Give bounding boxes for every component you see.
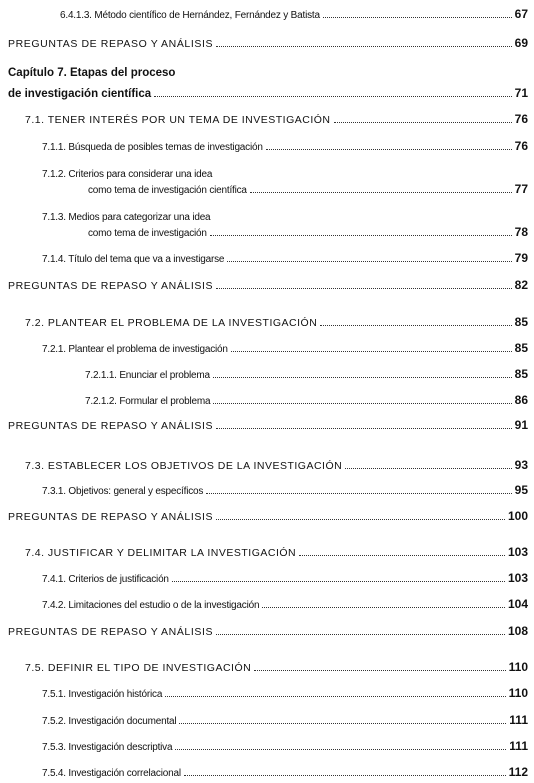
- toc-entry: [0, 622, 534, 638]
- toc-entry-title: como tema de investigación: [88, 228, 207, 239]
- toc-entry-page: 79: [514, 251, 528, 265]
- toc-entry-row: [8, 509, 528, 523]
- toc-entry-title: 7.2. PLANTEAR EL PROBLEMA DE LA INVESTIGACIÓN: [25, 317, 318, 329]
- toc-entry-row: [8, 36, 528, 50]
- dot-leader: [254, 670, 505, 671]
- toc-entry-page: 71: [514, 86, 528, 100]
- toc-entry-page: 110: [508, 660, 528, 674]
- toc-entry-title: 7.5.3. Investigación descriptiva: [42, 742, 173, 753]
- toc-entry-page: 91: [514, 418, 528, 432]
- dot-leader: [266, 149, 512, 150]
- toc-entry-title: 7.2.1. Plantear el problema de investigación: [42, 344, 228, 355]
- toc-entry: [0, 658, 534, 674]
- toc-entry-title: PREGUNTAS DE REPASO Y ANÁLISIS: [8, 280, 214, 292]
- toc-entry-page: 76: [514, 112, 528, 126]
- dot-leader: [179, 723, 506, 724]
- toc-entry: [0, 684, 534, 700]
- toc-entry-page: 93: [514, 458, 528, 472]
- dot-leader: [210, 235, 512, 236]
- toc-entry-page: 78: [514, 225, 528, 239]
- toc-entry-row: [25, 315, 528, 329]
- toc-entry: [0, 169, 534, 196]
- toc-entry: [0, 737, 534, 753]
- toc-entry: [0, 763, 534, 779]
- toc-entry-page: 103: [507, 545, 528, 559]
- toc-entry: [0, 212, 534, 239]
- toc-entry: [0, 711, 534, 727]
- toc-entry-page: 85: [514, 341, 528, 355]
- toc-entry-page: 86: [514, 393, 528, 407]
- toc-entry-title: 7.5.2. Investigación documental: [42, 716, 177, 727]
- dot-leader: [299, 555, 505, 556]
- dot-leader: [216, 519, 505, 520]
- toc-entry-row: [8, 624, 528, 638]
- toc-entry: [0, 595, 534, 611]
- toc-entry-title-line1: 7.1.2. Criterios para considerar una idea: [42, 169, 213, 180]
- toc-entry-page: 82: [514, 278, 528, 292]
- toc-entry: [0, 5, 534, 21]
- toc-entry: [0, 456, 534, 472]
- toc-entry: [0, 84, 534, 100]
- toc-entry-row: [42, 483, 528, 497]
- toc-entry-row: [85, 393, 528, 407]
- toc-entry-page: 111: [509, 713, 528, 727]
- dot-leader: [184, 775, 506, 776]
- toc-entry-row: [42, 686, 528, 700]
- dot-leader: [175, 749, 506, 750]
- toc-entry: [0, 481, 534, 497]
- toc-entry: [0, 365, 534, 381]
- toc-entry-row: [42, 571, 528, 585]
- toc-entry-row: [42, 341, 528, 355]
- toc-entry: [0, 276, 534, 292]
- toc-entry-row: [42, 739, 528, 753]
- toc-entry-title-line1: 7.1.3. Medios para categorizar una idea: [42, 212, 211, 223]
- dot-leader: [231, 351, 512, 352]
- toc-entry-row: [8, 278, 528, 292]
- toc-entry-row: [25, 112, 528, 126]
- toc-entry-row: [42, 713, 528, 727]
- toc-entry-title: 7.2.1.2. Formular el problema: [85, 396, 211, 407]
- dot-leader: [320, 325, 511, 326]
- toc-entry-title: PREGUNTAS DE REPASO Y ANÁLISIS: [8, 420, 214, 432]
- toc-entry-page: 108: [507, 624, 528, 638]
- toc-entry-page: 110: [508, 686, 528, 700]
- toc-entry-row: [25, 545, 528, 559]
- toc-entry-title: PREGUNTAS DE REPASO Y ANÁLISIS: [8, 511, 214, 523]
- toc-entry-row: [25, 660, 528, 674]
- toc-entry-page: 67: [514, 7, 528, 21]
- toc-entry: [0, 507, 534, 523]
- toc-entry-title: 7.3.1. Objetivos: general y específicos: [42, 486, 204, 497]
- dot-leader: [262, 607, 505, 608]
- toc-entry: [0, 249, 534, 265]
- toc-entry-page: 112: [508, 765, 528, 779]
- toc-entry-page: 69: [514, 36, 528, 50]
- toc-entry-row: [88, 225, 528, 239]
- dot-leader: [154, 96, 511, 97]
- toc-entry-title: 7.4.1. Criterios de justificación: [42, 574, 169, 585]
- toc-entry: [0, 110, 534, 126]
- dot-leader: [216, 428, 512, 429]
- toc-entry-row: [42, 765, 528, 779]
- dot-leader: [213, 403, 511, 404]
- toc-entry-row: [85, 367, 528, 381]
- dot-leader: [213, 377, 512, 378]
- toc-entry-row: [8, 86, 528, 100]
- dot-leader: [227, 261, 511, 262]
- dot-leader: [334, 122, 512, 123]
- toc-entry-title: 7.2.1.1. Enunciar el problema: [85, 370, 210, 381]
- toc-entry-page: 85: [514, 367, 528, 381]
- toc-entry-title: 7.1.1. Búsqueda de posibles temas de investigación: [42, 142, 263, 153]
- toc-entry-page: 103: [507, 571, 528, 585]
- toc-entry-page: 76: [514, 139, 528, 153]
- toc-entry: [0, 416, 534, 432]
- toc-entry-row: [25, 458, 528, 472]
- toc-entry-title: 7.4. JUSTIFICAR Y DELIMITAR LA INVESTIGACIÓN: [25, 547, 297, 559]
- toc-entry-page: 95: [514, 483, 528, 497]
- toc-entry-title: 7.4.2. Limitaciones del estudio o de la investigación: [42, 600, 260, 611]
- toc-entry: [0, 543, 534, 559]
- dot-leader: [216, 288, 512, 289]
- toc-entry: [0, 391, 534, 407]
- toc-entry-row: [42, 597, 528, 611]
- dot-leader: [250, 192, 512, 193]
- toc-entry-title: como tema de investigación científica: [88, 185, 247, 196]
- dot-leader: [345, 468, 511, 469]
- dot-leader: [323, 17, 512, 18]
- toc-entry-row: [8, 418, 528, 432]
- toc-entry-title: 7.3. ESTABLECER LOS OBJETIVOS DE LA INVESTIGACIÓN: [25, 460, 343, 472]
- chapter-heading: Capítulo 7. Etapas del proceso: [8, 67, 176, 79]
- toc-entry: [0, 34, 534, 50]
- toc-entry-page: 111: [509, 739, 528, 753]
- toc-entry-title: 7.5.1. Investigación histórica: [42, 689, 163, 700]
- toc-entry-page: 77: [514, 182, 528, 196]
- toc-entry-row: [42, 139, 528, 153]
- toc-entry-title: 7.5.4. Investigación correlacional: [42, 768, 181, 779]
- toc-entry-title: PREGUNTAS DE REPASO Y ANÁLISIS: [8, 38, 214, 50]
- dot-leader: [206, 493, 511, 494]
- toc-entry: [0, 569, 534, 585]
- dot-leader: [216, 46, 512, 47]
- dot-leader: [172, 581, 505, 582]
- dot-leader: [216, 634, 505, 635]
- toc-entry-row: [42, 251, 528, 265]
- dot-leader: [165, 696, 505, 697]
- toc-entry-title: 6.4.1.3. Método científico de Hernández, Fernández y Batista: [60, 10, 320, 21]
- toc-entry-title: PREGUNTAS DE REPASO Y ANÁLISIS: [8, 626, 214, 638]
- toc-entry-row: [60, 7, 528, 21]
- toc-entry-title: de investigación científica: [8, 88, 152, 100]
- toc-entry-title: 7.1.4. Título del tema que va a investigarse: [42, 254, 225, 265]
- toc-entry-title: 7.5. DEFINIR EL TIPO DE INVESTIGACIÓN: [25, 662, 252, 674]
- toc-entry-page: 85: [514, 315, 528, 329]
- toc-entry-row: [88, 182, 528, 196]
- toc-entry-page: 104: [507, 597, 528, 611]
- toc-entry-title: 7.1. TENER INTERÉS POR UN TEMA DE INVESTIGACIÓN: [25, 114, 331, 126]
- toc-entry-page: 100: [507, 509, 528, 523]
- toc-entry: [0, 313, 534, 329]
- toc-entry: [0, 339, 534, 355]
- toc-entry: [0, 137, 534, 153]
